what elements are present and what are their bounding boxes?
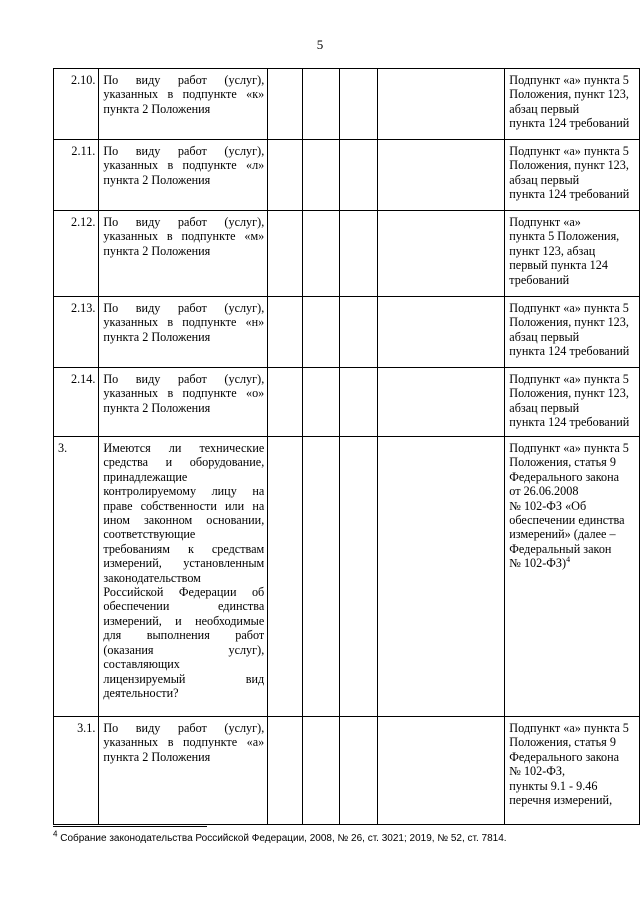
item-question	[99, 368, 268, 437]
item-question	[99, 140, 268, 211]
question-line: По виду работ (услуг),	[103, 301, 265, 315]
reference-text: Подпункт «а» пункта 5	[509, 144, 629, 158]
reference-line	[509, 102, 636, 116]
question-line: соответствующие	[103, 527, 196, 542]
question-line: ином законном основании,	[103, 513, 265, 528]
reference-text: Федерального закона	[509, 469, 620, 484]
reference-line	[509, 735, 636, 749]
answer-cell	[302, 140, 339, 211]
reference-text: от 26.06.2008	[509, 484, 579, 499]
reference-line	[509, 187, 636, 201]
answer-cell	[378, 297, 505, 368]
reference-text: Положения, статья 9	[509, 455, 616, 470]
item-number: 2.11.	[54, 140, 99, 211]
reference-line	[509, 244, 636, 258]
item-number: 2.13.	[54, 297, 99, 368]
reference-line	[509, 527, 636, 541]
legal-reference	[505, 437, 640, 717]
legal-reference	[505, 297, 640, 368]
reference-line	[509, 484, 636, 498]
table-row	[54, 140, 640, 211]
reference-text: Подпункт «а» пункта 5	[509, 301, 629, 315]
reference-text: Подпункт «а»	[509, 215, 581, 229]
question-line: указанных в подпункте «л»	[103, 158, 265, 173]
reference-text: измерений» (далее –	[509, 527, 616, 542]
question-line: пункта 2 Положения	[103, 400, 211, 415]
question-line: пункта 2 Положения	[103, 749, 211, 764]
reference-text: № 102-ФЗ «Об	[509, 498, 587, 513]
question-line: указанных в подпункте «н»	[103, 315, 265, 330]
reference-text: первый пункта 124	[509, 258, 608, 273]
table-row	[54, 368, 640, 437]
reference-line	[509, 793, 636, 807]
reference-line	[509, 750, 636, 764]
reference-line	[509, 779, 636, 793]
reference-text: Федеральный закон	[509, 541, 612, 556]
reference-line	[509, 401, 636, 415]
reference-line	[509, 116, 636, 130]
question-line: деятельности?	[103, 685, 179, 700]
reference-line	[509, 173, 636, 187]
answer-cell	[268, 140, 303, 211]
reference-line	[509, 513, 636, 527]
answer-cell	[268, 69, 303, 140]
answer-cell	[268, 297, 303, 368]
answer-cell	[339, 437, 378, 717]
reference-text: пункт 123, абзац	[509, 243, 596, 258]
answer-cell	[302, 211, 339, 297]
question-line: пункта 2 Положения	[103, 329, 211, 344]
reference-line	[509, 229, 636, 243]
item-question	[99, 717, 268, 825]
item-number: 3.	[54, 437, 99, 717]
reference-text: перечня измерений,	[509, 793, 613, 808]
question-line: указанных в подпункте «а»	[103, 735, 265, 750]
reference-text: Положения, пункт 123,	[509, 386, 629, 401]
question-line: Имеются ли технические	[103, 441, 265, 455]
reference-line	[509, 415, 636, 429]
table-row	[54, 297, 640, 368]
reference-text: № 102-ФЗ)	[509, 556, 567, 571]
item-question	[99, 69, 268, 140]
question-line: По виду работ (услуг),	[103, 372, 265, 386]
answer-cell	[302, 368, 339, 437]
reference-line	[509, 87, 636, 101]
reference-line	[509, 344, 636, 358]
answer-cell	[302, 717, 339, 825]
reference-line	[509, 301, 636, 315]
reference-line	[509, 73, 636, 87]
reference-line	[509, 470, 636, 484]
question-line: указанных в подпункте «о»	[103, 386, 265, 401]
reference-text: пункта 5 Положения,	[509, 229, 620, 244]
footnote-reference: 4	[566, 555, 571, 565]
question-line: (оказания услуг),	[103, 642, 265, 657]
item-question	[99, 437, 268, 717]
footnote-text: Собрание законодательства Российской Федерации, 2008, № 26, ст. 3021; 2019, № 52, ст. 7814.	[60, 833, 507, 844]
reference-text: абзац первый	[509, 172, 580, 187]
reference-line	[509, 542, 636, 556]
answer-cell	[378, 368, 505, 437]
reference-text: пункта 124 требований	[509, 344, 630, 359]
question-line: требованиям к средствам	[103, 541, 265, 556]
footnote-rule	[53, 826, 207, 827]
answer-cell	[302, 437, 339, 717]
reference-line	[509, 315, 636, 329]
answer-cell	[339, 717, 378, 825]
reference-text: пункта 124 требований	[509, 415, 630, 430]
reference-line	[509, 144, 636, 158]
reference-line	[509, 258, 636, 272]
question-line: праве собственности или на	[103, 498, 265, 513]
item-number: 2.14.	[54, 368, 99, 437]
checklist-table	[53, 68, 640, 825]
answer-cell	[268, 368, 303, 437]
reference-text: обеспечении единства	[509, 513, 625, 528]
item-question	[99, 211, 268, 297]
reference-line	[509, 273, 636, 287]
answer-cell	[268, 437, 303, 717]
reference-text: Подпункт «а» пункта 5	[509, 73, 629, 87]
legal-reference	[505, 717, 640, 825]
answer-cell	[302, 69, 339, 140]
reference-text: Положения, пункт 123,	[509, 87, 629, 102]
reference-line	[509, 764, 636, 778]
answer-cell	[268, 717, 303, 825]
answer-cell	[378, 69, 505, 140]
item-number: 2.12.	[54, 211, 99, 297]
answer-cell	[268, 211, 303, 297]
reference-line	[509, 330, 636, 344]
question-line: обеспечении единства	[103, 599, 265, 614]
reference-text: абзац первый	[509, 101, 580, 116]
reference-text: Положения, статья 9	[509, 735, 616, 750]
answer-cell	[378, 211, 505, 297]
question-line: средства и оборудование,	[103, 455, 265, 470]
item-number: 2.10.	[54, 69, 99, 140]
answer-cell	[302, 297, 339, 368]
reference-line	[509, 372, 636, 386]
reference-text: пункты 9.1 - 9.46	[509, 778, 598, 793]
answer-cell	[378, 437, 505, 717]
reference-line	[509, 499, 636, 513]
question-line: По виду работ (услуг),	[103, 73, 265, 87]
reference-text: пункта 124 требований	[509, 187, 630, 202]
reference-text: Подпункт «а» пункта 5	[509, 441, 629, 455]
question-line: лицензируемый вид	[103, 671, 265, 686]
question-line: По виду работ (услуг),	[103, 215, 265, 229]
reference-line	[509, 215, 636, 229]
table-row	[54, 437, 640, 717]
footnote-mark: 4	[53, 829, 58, 839]
reference-text: Подпункт «а» пункта 5	[509, 372, 629, 386]
footnote	[53, 829, 507, 844]
reference-line	[509, 556, 636, 570]
answer-cell	[339, 211, 378, 297]
page-number: 5	[316, 37, 324, 52]
reference-text: Положения, пункт 123,	[509, 158, 629, 173]
answer-cell	[339, 297, 378, 368]
question-line: составляющих	[103, 657, 180, 672]
question-line: Российской Федерации об	[103, 585, 265, 600]
question-line: законодательством	[103, 570, 201, 585]
table-row	[54, 717, 640, 825]
question-line: контролируемому лицу на	[103, 484, 265, 499]
reference-text: абзац первый	[509, 329, 580, 344]
reference-text: Подпункт «а» пункта 5	[509, 721, 629, 735]
question-line: принадлежащие	[103, 469, 188, 484]
question-line: измерений, установленным	[103, 556, 265, 571]
reference-text: требований	[509, 272, 570, 287]
legal-reference	[505, 368, 640, 437]
reference-text: пункта 124 требований	[509, 116, 630, 131]
answer-cell	[339, 140, 378, 211]
question-line: пункта 2 Положения	[103, 101, 211, 116]
table-row	[54, 69, 640, 140]
legal-reference	[505, 211, 640, 297]
reference-text: Федерального закона	[509, 749, 620, 764]
answer-cell	[339, 69, 378, 140]
legal-reference	[505, 69, 640, 140]
answer-cell	[339, 368, 378, 437]
question-line: указанных в подпункте «к»	[103, 87, 265, 102]
reference-line	[509, 455, 636, 469]
reference-text: № 102-ФЗ,	[509, 764, 566, 779]
reference-line	[509, 386, 636, 400]
question-line: измерений, и необходимые	[103, 613, 265, 628]
reference-text: абзац первый	[509, 400, 580, 415]
table-row	[54, 211, 640, 297]
reference-line	[509, 441, 636, 455]
item-question	[99, 297, 268, 368]
question-line: По виду работ (услуг),	[103, 144, 265, 158]
reference-text: Положения, пункт 123,	[509, 315, 629, 330]
answer-cell	[378, 717, 505, 825]
reference-line	[509, 721, 636, 735]
question-line: пункта 2 Положения	[103, 243, 211, 258]
question-line: для выполнения работ	[103, 628, 265, 643]
question-line: пункта 2 Положения	[103, 172, 211, 187]
item-number: 3.1.	[54, 717, 99, 825]
question-line: указанных в подпункте «м»	[103, 229, 265, 244]
reference-line	[509, 158, 636, 172]
legal-reference	[505, 140, 640, 211]
answer-cell	[378, 140, 505, 211]
question-line: По виду работ (услуг),	[103, 721, 265, 735]
